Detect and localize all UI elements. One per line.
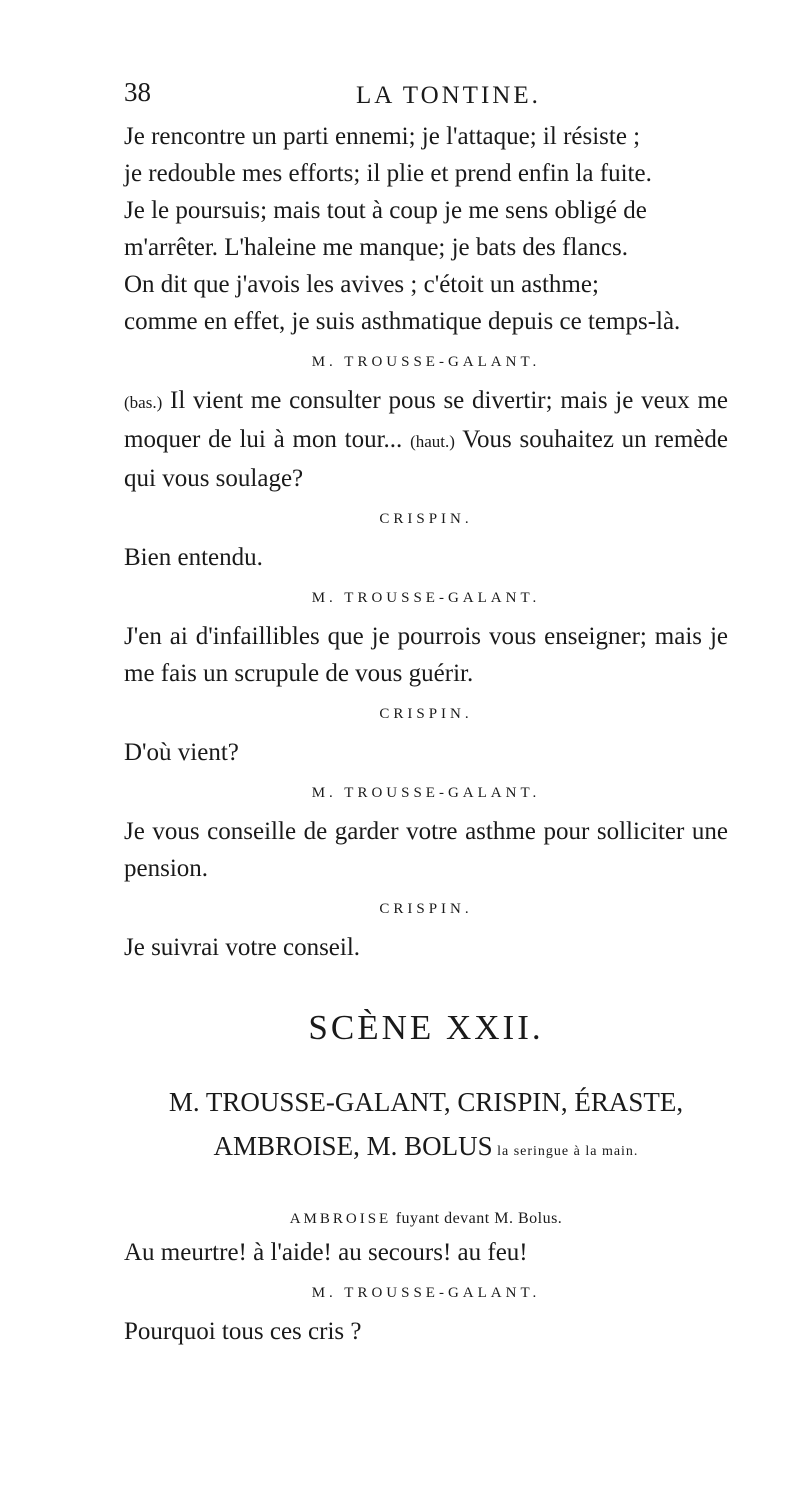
cast-list [124,1080,728,1174]
paragraph-3: Bien entendu. [124,544,263,571]
para1-line-6: comme en effet, je suis asthmatique depuis ce temps-là. [124,308,681,335]
speaker-trousse-galant-3: M. TROUSSE-GALANT. [311,785,541,801]
para1-line-5: On dit que j'avois les avives ; c'étoit un asthme; [124,271,599,298]
para1-line-1: Je rencontre un parti ennemi; je l'attaque; il résiste ; [124,123,641,150]
speaker-crispin-1: CRISPIN. [379,511,473,527]
stage-direction-bas: (bas.) [124,393,163,412]
speaker-trousse-galant-2: M. TROUSSE-GALANT. [311,590,541,606]
paragraph-2 [124,382,728,497]
scene-title: SCÈNE XXII. [308,1008,544,1047]
running-title: LA TONTINE. [356,82,541,109]
speaker-crispin-2: CRISPIN. [379,706,473,722]
para1-line-4: m'arrêter. L'haleine me manque; je bats des flancs. [124,234,628,261]
stage-direction-ambroise [124,1204,728,1234]
para1-line-2: je redouble mes efforts; il plie et prend enfin la fuite. [124,160,652,187]
page-number: 38 [124,77,151,107]
speaker-trousse-galant-1: M. TROUSSE-GALANT. [311,354,541,370]
text-block [124,118,728,1350]
paragraph-9: Pourquoi tous ces cris ? [124,1318,362,1345]
para2-text-2: Vous souhaitez un remède qui vous soulage? [124,426,728,492]
paragraph-5: D'où vient? [124,739,239,766]
direction-name: AMBROISE [289,1211,392,1227]
para2-text-1: Il vient me consulter pous se divertir; mais je veux me moquer de lui à mon tour... [124,387,728,453]
direction-note: fuyant devant M. Bolus. [391,1210,563,1227]
paragraph-8: Au meurtre! à l'aide! au secours! au feu! [124,1239,528,1266]
speaker-crispin-3: CRISPIN. [379,901,473,917]
cast-line-2: AMBROISE, M. BOLUS [213,1131,493,1161]
paragraph-4: J'en ai d'infaillibles que je pourrois vous enseigner; mais je me fais un scrupule de vous guérir. [124,623,728,687]
stage-direction-haut: (haut.) [410,432,455,451]
cast-note: la seringue à la main. [492,1144,639,1159]
cast-line-1: M. TROUSSE-GALANT, CRISPIN, ÉRASTE, [168,1087,684,1117]
running-head [0,76,800,116]
para1-line-3: Je le poursuis; mais tout à coup je me sens obligé de [124,197,647,224]
paragraph-6: Je vous conseille de garder votre asthme pour solliciter une pension. [124,818,728,882]
speaker-trousse-galant-4: M. TROUSSE-GALANT. [311,1285,541,1301]
paragraph-7: Je suivrai votre conseil. [124,934,361,961]
paragraph-1 [124,118,728,340]
